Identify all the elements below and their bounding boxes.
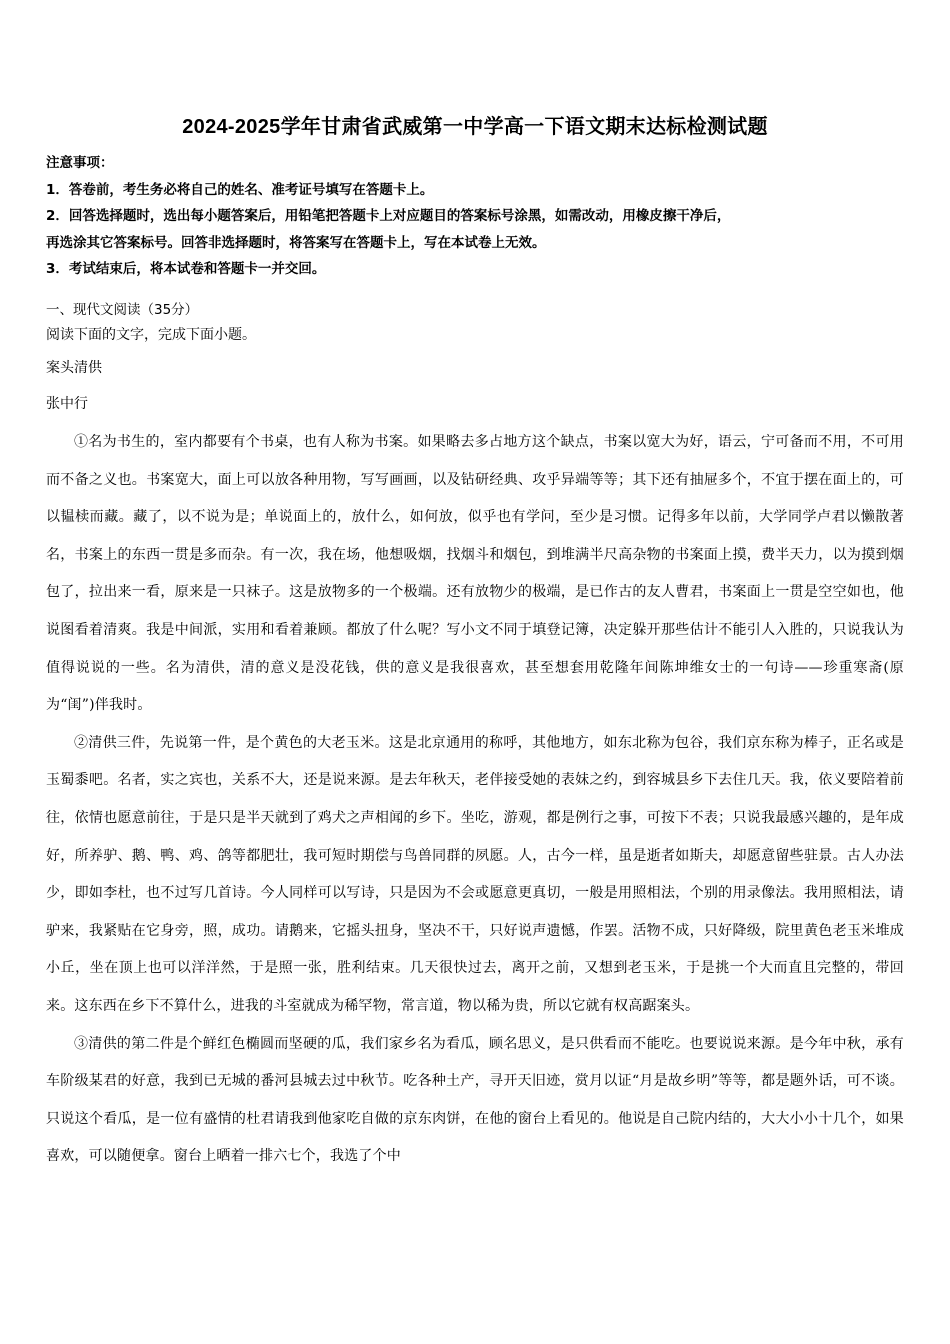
passage-author: 张中行 (46, 396, 88, 412)
section-heading: 一、现代文阅读（35分） (46, 302, 199, 318)
paragraph-2: ②清供三件，先说第一件，是个黄色的大老玉米。这是北京通用的称呼，其他地方，如东北称为包谷，我们京东称为棒子，正名或是玉蜀黍吧。名者，实之宾也，关系不大，还是说来源。是去年秋天，老伴接受她的表妹之约，到容城县乡下去住几天。我，依义要陪着前往，依情也愿意前往，于是只是半天就到了鸡犬之声相闻的乡下。坐吃，游观，都是例行之事，可按下不表；只说我最感兴趣的，是年成好，所养驴、鹅、鸭、鸡、鸽等都肥壮，我可短时期偿与鸟兽同群的夙愿。人，古今一样，虽是逝者如斯夫，却愿意留些驻景。古人办法少，即如李杜，也不过写几首诗。今人同样可以写诗，只是因为不会或愿意更真切，一般是用照相法，个别的用录像法。我用照相法，请驴来，我紧贴在它身旁，照，成功。请鹅来，它摇头扭身，坚决不干，只好说声遗憾，作罢。活物不成，只好降级，院里黄色老玉米堆成小丘，坐在顶上也可以洋洋然，于是照一张，胜利结束。几天很快过去，离开之前，又想到老玉米，于是挑一个大而直且完整的，带回来。这东西在乡下不算什么，进我的斗室就成为稀罕物，常言道，物以稀为贵，所以它就有权高踞案头。 (46, 734, 904, 1014)
reading-instruction: 阅读下面的文字，完成下面小题。 (46, 327, 256, 343)
passage-title: 案头清供 (46, 360, 102, 376)
passage-body (46, 424, 904, 1176)
paragraph-3: ③清供的第二件是个鲜红色椭圆而坚硬的瓜，我们家乡名为看瓜，顾名思义，是只供看而不能吃。也要说说来源。是今年中秋，承有车阶级某君的好意，我到已无城的番河县城去过中秋节。吃各种土产，寻开天旧迹，赏月以证“月是故乡明”等等，都是题外话，可不谈。只说这个看瓜，是一位有盛情的杜君请我到他家吃自做的京东肉饼，在他的窗台上看见的。他说是自己院内结的，大大小小十几个，如果喜欢，可以随便拿。窗台上晒着一排六七个，我选了个中 (46, 1035, 904, 1165)
page-title: 2024-2025学年甘肃省武威第一中学高一下语文期末达标检测试题 (182, 116, 768, 138)
paragraph-1: ①名为书生的，室内都要有个书桌，也有人称为书案。如果略去多占地方这个缺点，书案以宽大为好，语云，宁可备而不用，不可用而不备之义也。书案宽大，面上可以放各种用物，写写画画，以及钻研经典、攻乎异端等等；其下还有抽屉多个，不宜于摆在面上的，可以韫椟而藏。藏了，以不说为是；单说面上的，放什么，如何放，似乎也有学问，至少是习惯。记得多年以前，大学同学卢君以懒散著名，书案上的东西一贯是多而杂。有一次，我在场，他想吸烟，找烟斗和烟包，到堆满半尺高杂物的书案面上摸，费半天力，以为摸到烟包了，拉出来一看，原来是一只袜子。这是放物多的一个极端。还有放物少的极端，是已作古的友人曹君，书案面上一贯是空空如也，他说图看着清爽。我是中间派，实用和看着兼顾。都放了什么呢？写小文不同于填登记簿，决定躲开那些估计不能引人入胜的，只说我认为值得说说的一些。名为清供，清的意义是没花钱，供的意义是我很喜欢，甚至想套用乾隆年间陈坤维女士的一句诗——珍重寒斋(原为“闺”)伴我时。 (46, 434, 904, 714)
notice-item: 3．考试结束后，将本试卷和答题卡一并交回。 (46, 261, 326, 277)
notice-item: 2．回答选择题时，选出每小题答案后，用铅笔把答题卡上对应题目的答案标号涂黑，如需改动，用橡皮擦干净后， (46, 208, 731, 224)
notice-heading: 注意事项： (46, 155, 114, 171)
notice-item: 再选涂其它答案标号。回答非选择题时，将答案写在答题卡上，写在本试卷上无效。 (46, 234, 546, 251)
notice-block (46, 150, 916, 283)
notice-item: 1．答卷前，考生务必将自己的姓名、准考证号填写在答题卡上。 (46, 181, 434, 198)
